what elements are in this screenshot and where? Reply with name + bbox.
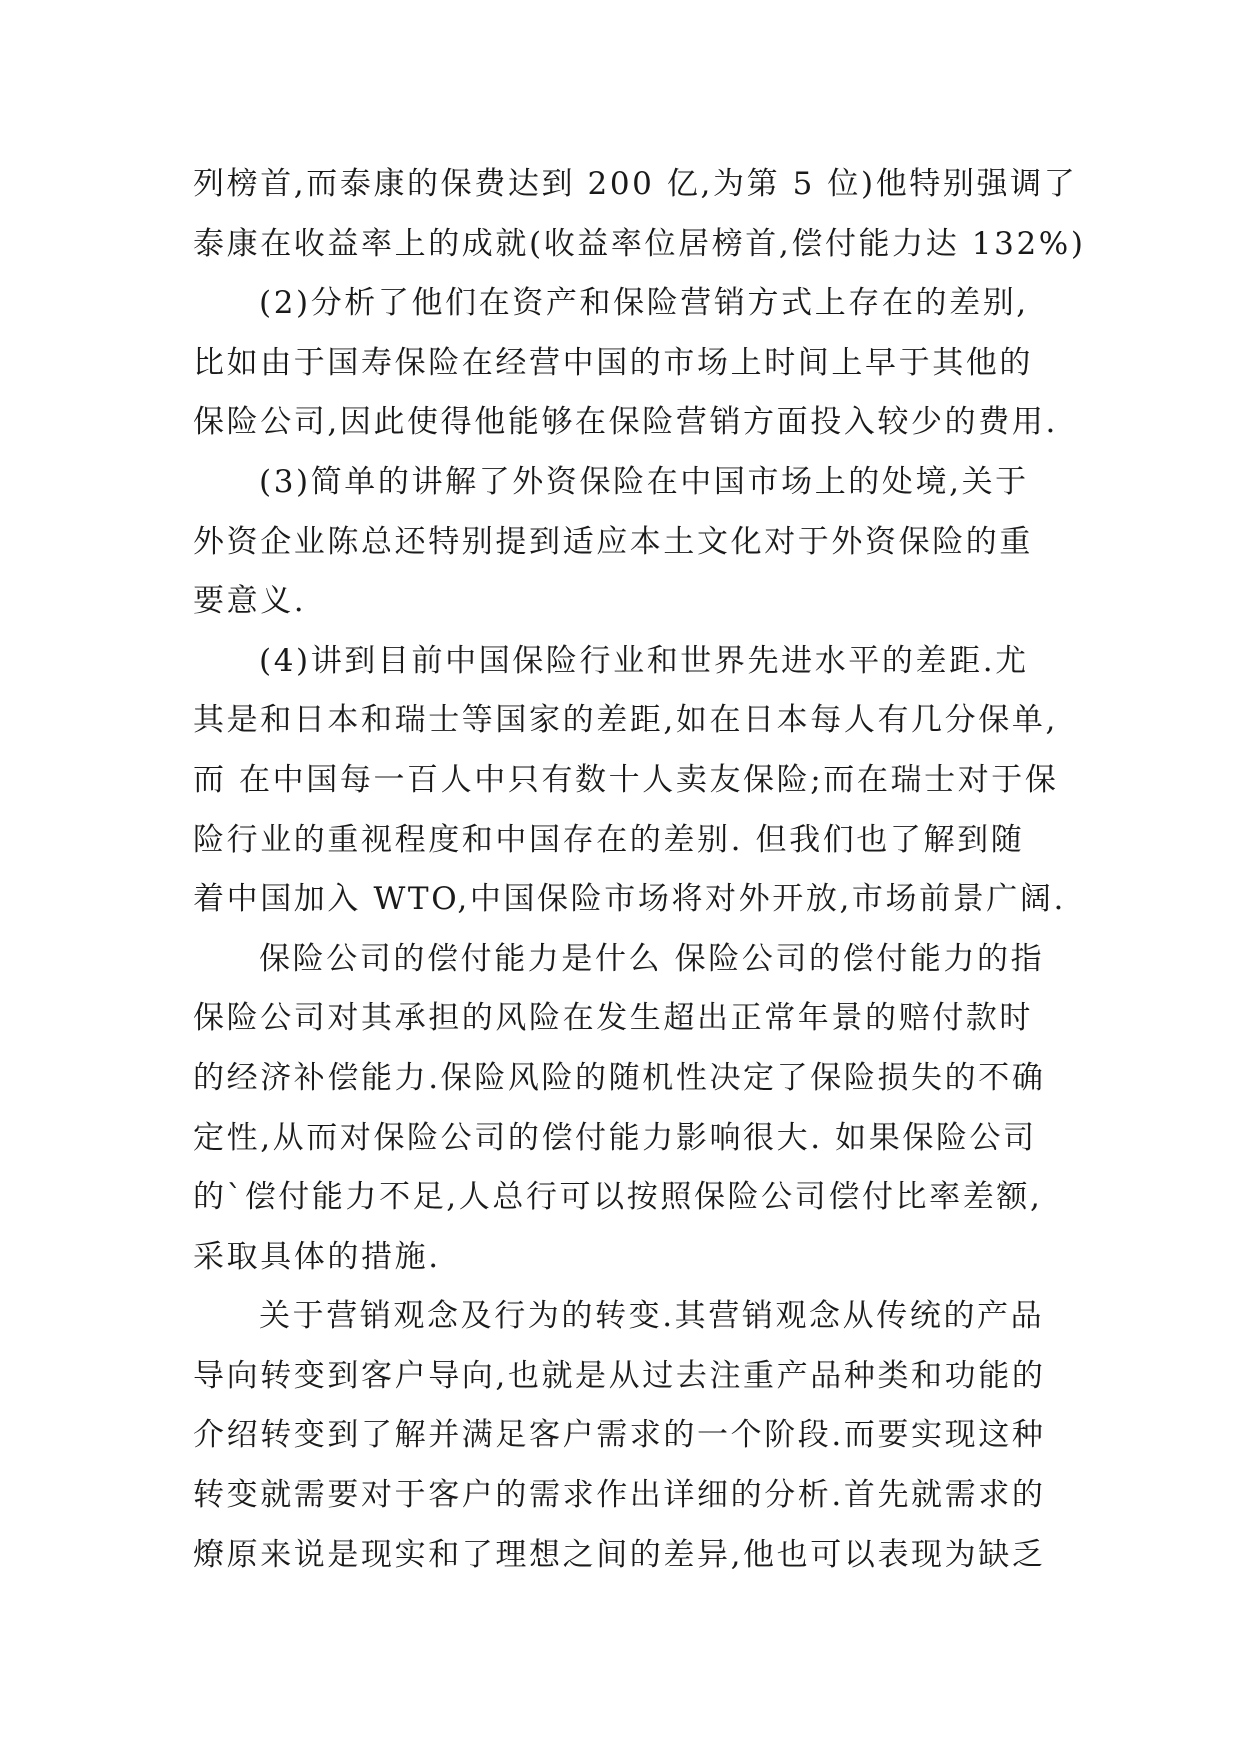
text-line: 转变就需要对于客户的需求作出详细的分析.首先就需求的 xyxy=(193,1477,1046,1514)
text-line: 要意义. xyxy=(193,583,307,620)
text-line: (4)讲到目前中国保险行业和世界先进水平的差距.尤 xyxy=(259,642,1029,679)
text-line: 其是和日本和瑞士等国家的差距,如在日本每人有几分保单, xyxy=(193,702,1058,739)
text-line: 定性,从而对保险公司的偿付能力影响很大. 如果保险公司 xyxy=(193,1119,1037,1156)
text-line: 燎原来说是现实和了理想之间的差异,他也可以表现为缺乏 xyxy=(193,1536,1046,1573)
text-line: 泰康在收益率上的成就(收益率位居榜首,偿付能力达 132%) xyxy=(193,225,1086,262)
text-line: 导向转变到客户导向,也就是从过去注重产品种类和功能的 xyxy=(193,1357,1046,1394)
document-body xyxy=(193,155,1086,1585)
text-line: 比如由于国寿保险在经营中国的市场上时间上早于其他的 xyxy=(193,344,1033,381)
text-line: 列榜首,而泰康的保费达到 200 亿,为第 5 位)他特别强调了 xyxy=(193,166,1078,202)
text-line: 的`偿付能力不足,人总行可以按照保险公司偿付比率差额, xyxy=(193,1179,1043,1216)
text-line: (3)简单的讲解了外资保险在中国市场上的处境,关于 xyxy=(259,463,1029,500)
text-line: 保险公司,因此使得他能够在保险营销方面投入较少的费用. xyxy=(193,404,1058,441)
text-line: 介绍转变到了解并满足客户需求的一个阶段.而要实现这种 xyxy=(193,1417,1046,1454)
text-line: 而 在中国每一百人中只有数十人卖友保险;而在瑞士对于保 xyxy=(193,761,1059,798)
text-line: 着中国加入 WTO,中国保险市场将对外开放,市场前景广阔. xyxy=(193,881,1066,918)
text-line: (2)分析了他们在资产和保险营销方式上存在的差别, xyxy=(259,285,1029,322)
text-line: 关于营销观念及行为的转变.其营销观念从传统的产品 xyxy=(259,1298,1045,1335)
text-line: 保险公司对其承担的风险在发生超出正常年景的赔付款时 xyxy=(193,1000,1033,1037)
text-line: 险行业的重视程度和中国存在的差别. 但我们也了解到随 xyxy=(193,821,1025,858)
text-line: 采取具体的措施. xyxy=(193,1238,441,1275)
text-line: 的经济补偿能力.保险风险的随机性决定了保险损失的不确 xyxy=(193,1059,1046,1096)
text-line: 保险公司的偿付能力是什么 保险公司的偿付能力的指 xyxy=(259,940,1045,977)
text-line: 外资企业陈总还特别提到适应本土文化对于外资保险的重 xyxy=(193,523,1033,560)
